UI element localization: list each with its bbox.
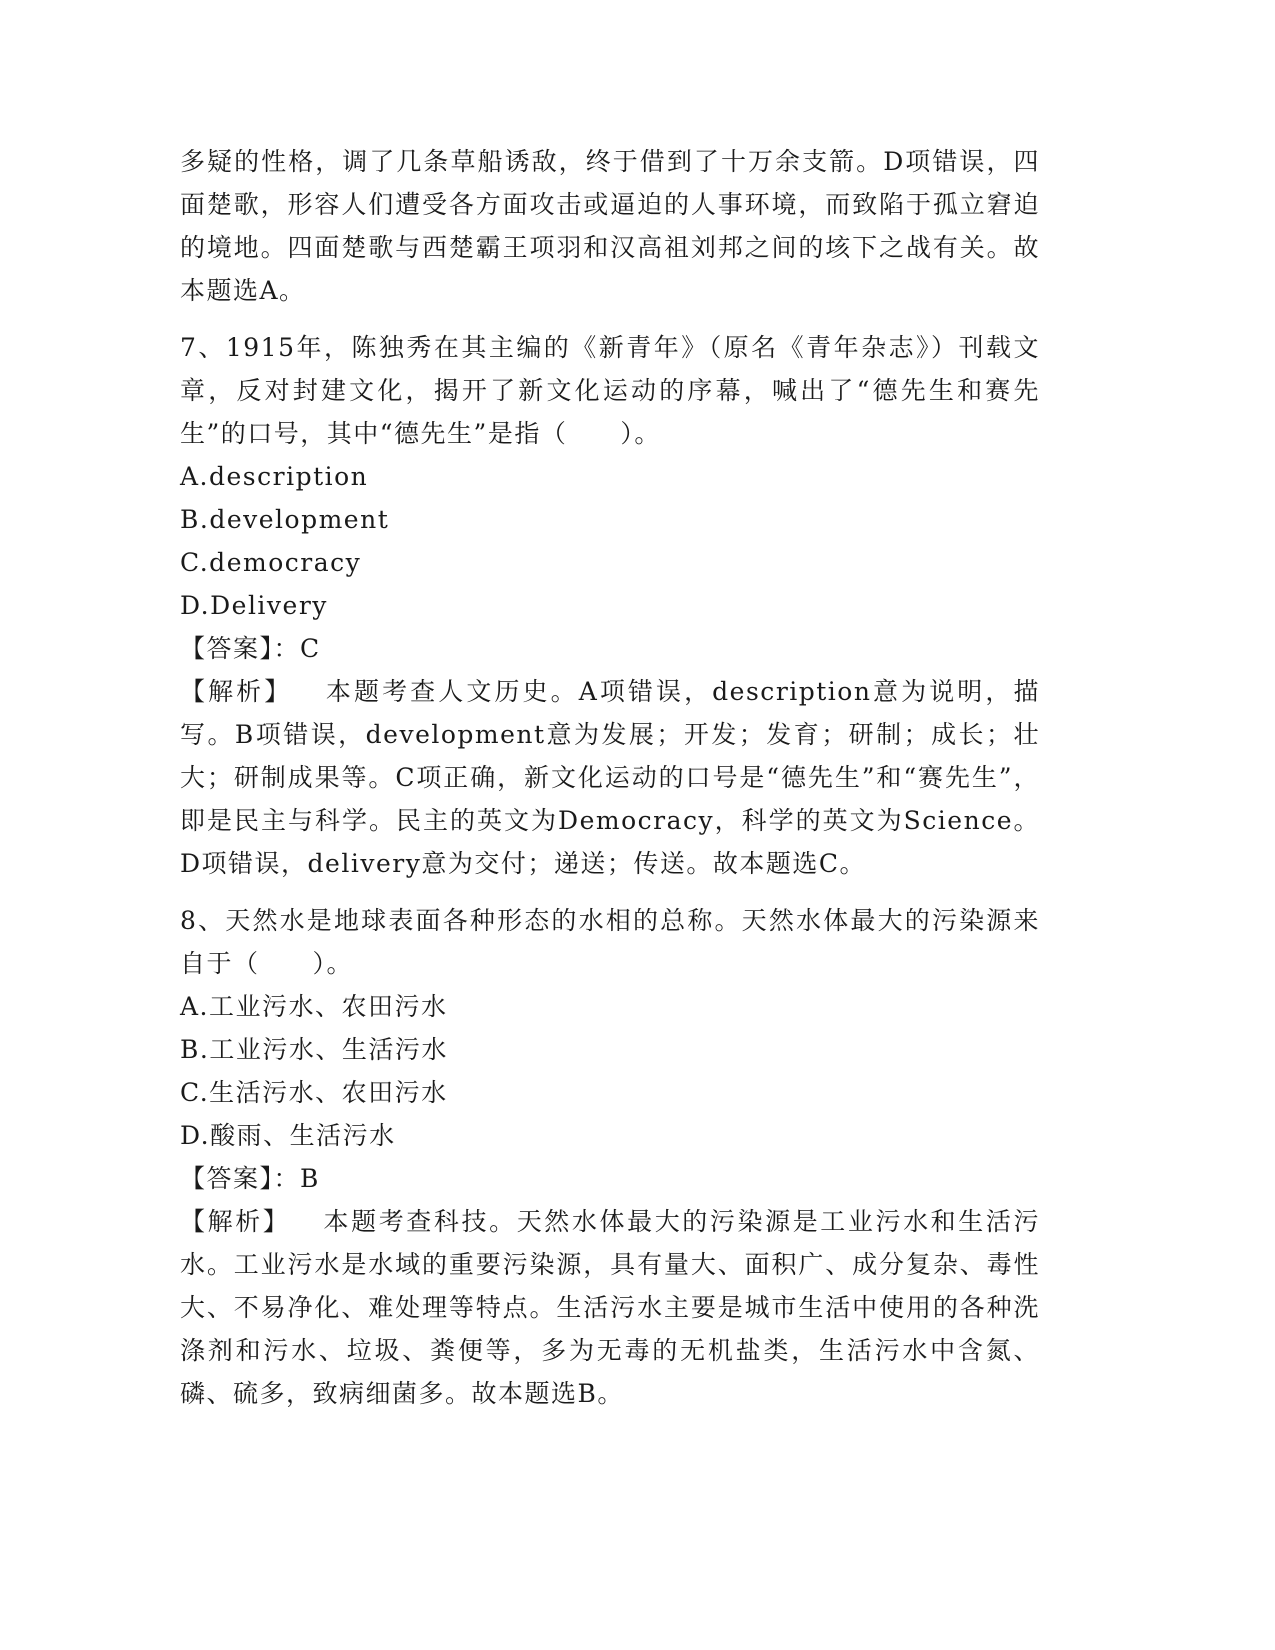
question-8 (180, 899, 1040, 1415)
option-c: C.democracy (180, 548, 362, 577)
option-d: D.Delivery (180, 591, 328, 620)
answer-value: C (300, 634, 321, 663)
option-d: D.酸雨、生活污水 (180, 1121, 396, 1150)
option-c: C.生活污水、农田污水 (180, 1078, 448, 1107)
option-a: A.description (180, 462, 369, 491)
answer-line (180, 1157, 1040, 1200)
answer-label: 【答案】： (180, 634, 301, 663)
analysis-label: 【解析】 (180, 677, 293, 706)
answer-line (180, 627, 1040, 670)
option-b: B.development (180, 505, 390, 534)
question-stem: 8、天然水是地球表面各种形态的水相的总称。天然水体最大的污染源来自于（ ）。 (180, 906, 1040, 978)
option-b: B.工业污水、生活污水 (180, 1035, 448, 1064)
answer-value: B (300, 1164, 320, 1193)
analysis-text: 本题考查科技。天然水体最大的污染源是工业污水和生活污水。工业污水是水域的重要污染源，具有量大、面积广、成分复杂、毒性大、不易净化、难处理等特点。生活污水主要是城市生活中使用的各种洗涤剂和污水、垃圾、粪便等，多为无毒的无机盐类，生活污水中含氮、磷、硫多，致病细菌多。故本题选B。 (180, 1207, 1040, 1408)
question-7 (180, 326, 1040, 885)
analysis-text: 本题考查人文历史。A项错误，description意为说明，描写。B项错误，development意为发展；开发；发育；研制；成长；壮大；研制成果等。C项正确，新文化运动的口号是“德先生”和“赛先生”，即是民主与科学。民主的英文为Democracy，科学的英文为Science。D项错误，delivery意为交付；递送；传送。故本题选C。 (180, 677, 1040, 878)
answer-label: 【答案】： (180, 1164, 301, 1193)
option-a: A.工业污水、农田污水 (180, 992, 448, 1021)
question-stem: 7、1915年，陈独秀在其主编的《新青年》（原名《青年杂志》）刊载文章，反对封建文化，揭开了新文化运动的序幕，喊出了“德先生和赛先生”的口号，其中“德先生”是指（ ）。 (180, 333, 1040, 448)
analysis-paragraph (180, 1200, 1040, 1415)
analysis-label: 【解析】 (180, 1207, 291, 1236)
analysis-paragraph (180, 670, 1040, 885)
document-page (180, 140, 1040, 1415)
continued-analysis-paragraph: 多疑的性格，调了几条草船诱敌，终于借到了十万余支箭。D项错误，四面楚歌，形容人们遭受各方面攻击或逼迫的人事环境，而致陷于孤立窘迫的境地。四面楚歌与西楚霸王项羽和汉高祖刘邦之间的垓下之战有关。故本题选A。 (180, 147, 1040, 305)
